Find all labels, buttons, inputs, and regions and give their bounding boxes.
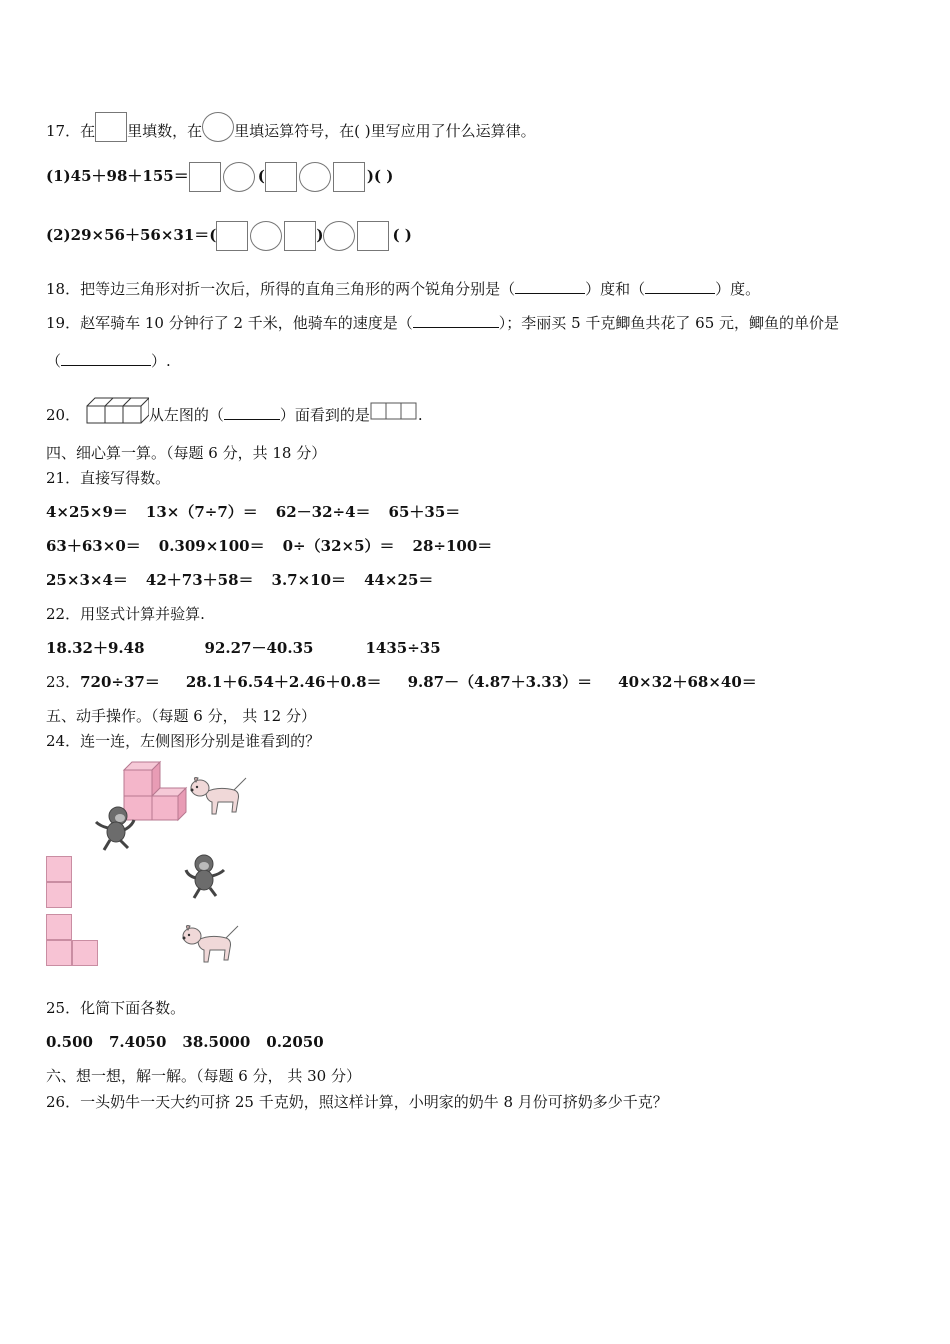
monkey-icon <box>92 804 138 852</box>
q21-row-3 <box>46 569 433 591</box>
q22-items <box>46 637 441 659</box>
q19-text-d: ）. <box>151 352 171 370</box>
dog-icon <box>180 920 240 966</box>
q19-text-c: （ <box>46 352 62 370</box>
q19-line1 <box>46 312 839 334</box>
q17-instruction <box>46 112 536 142</box>
answer-box[interactable] <box>333 162 365 192</box>
q18-text-b: ）度和（ <box>585 280 646 298</box>
q22-item: 1435÷35 <box>365 639 441 657</box>
q19-text-a: 19．赵军骑车 10 分钟行了 2 千米，他骑车的速度是（ <box>46 314 413 332</box>
q18-text-c: ）度。 <box>715 280 761 298</box>
q20-text-a: 从左图的（ <box>148 406 224 424</box>
operator-circle[interactable] <box>323 221 355 251</box>
q18 <box>46 278 760 300</box>
q23-item: 9.87－（4.87＋3.33）＝ <box>407 673 593 691</box>
q23-item: 28.1＋6.54＋2.46＋0.8＝ <box>185 673 382 691</box>
q21-row-2 <box>46 535 492 557</box>
q21-item: 28÷100＝ <box>412 537 493 555</box>
q21-item: 63＋63×0＝ <box>46 537 141 555</box>
q21-item: 0÷（32×5）＝ <box>282 537 395 555</box>
section-5-heading: 五、动手操作。（每题 6 分， 共 12 分） <box>46 707 316 725</box>
q23-item: 720÷37＝ <box>80 673 160 691</box>
three-squares-view-icon <box>370 402 418 420</box>
q17-prefix: 17．在 <box>46 122 96 140</box>
q22-item: 92.27－40.35 <box>204 639 314 657</box>
q20-text-c: . <box>417 406 423 424</box>
q17-part2-law-paren[interactable]: ( ) <box>392 226 412 244</box>
q21-item: 25×3×4＝ <box>46 571 128 589</box>
q22-item: 18.32＋9.48 <box>46 639 145 657</box>
q18-blank-1[interactable] <box>515 279 585 294</box>
q17-text-2: 里填运算符号，在( )里写应用了什么运算律。 <box>234 122 536 140</box>
answer-box[interactable] <box>284 221 316 251</box>
q17-part2-expression: (2)29×56＋56×31＝( <box>46 226 217 244</box>
section-6-heading: 六、想一想，解一解。（每题 6 分， 共 30 分） <box>46 1067 361 1085</box>
q21-item: 42＋73＋58＝ <box>145 571 254 589</box>
q21-item: 62－32÷4＝ <box>275 503 371 521</box>
section-4-heading: 四、细心算一算。（每题 6 分，共 18 分） <box>46 444 327 462</box>
q26: 26．一头奶牛一天大约可挤 25 千克奶，照这样计算，小明家的奶牛 8 月份可挤奶多少千克？ <box>46 1093 668 1111</box>
q20-text-b: ）面看到的是 <box>279 406 370 424</box>
q17-text-1: 里填数，在 <box>127 122 203 140</box>
l-shape-squares-view <box>46 914 98 966</box>
q21-item: 65＋35＝ <box>388 503 461 521</box>
dog-icon <box>188 772 248 818</box>
q25-item: 38.5000 <box>182 1033 251 1051</box>
q25-item: 7.4050 <box>108 1033 167 1051</box>
cube-row-figure-icon <box>85 396 149 426</box>
q17-part2 <box>46 221 412 251</box>
q19-line2 <box>46 350 171 372</box>
two-stacked-squares-view <box>46 856 72 908</box>
answer-box[interactable] <box>189 162 221 192</box>
q23-item: 40×32＋68×40＝ <box>618 673 757 691</box>
q17-part1: (1)45＋98＋155＝ ( )( ) <box>46 162 393 192</box>
q21-item: 13×（7÷7）＝ <box>145 503 258 521</box>
q17-part2-close-paren: ) <box>316 226 324 244</box>
q21-item: 0.309×100＝ <box>158 537 265 555</box>
q19-blank-2[interactable] <box>61 351 151 366</box>
q17-part1-expression: (1)45＋98＋155＝ <box>46 167 189 185</box>
answer-box[interactable] <box>357 221 389 251</box>
q23 <box>46 671 757 693</box>
operator-circle[interactable] <box>299 162 331 192</box>
q21-title: 21．直接写得数。 <box>46 469 171 487</box>
answer-box[interactable] <box>216 221 248 251</box>
operator-circle[interactable] <box>223 162 255 192</box>
q21-row-1 <box>46 501 460 523</box>
q24-title: 24．连一连，左侧图形分别是谁看到的？ <box>46 732 321 750</box>
q20-prefix: 20． <box>46 406 81 424</box>
q25-items <box>46 1031 324 1053</box>
q25-item: 0.500 <box>46 1033 93 1051</box>
q22-title: 22．用竖式计算并验算. <box>46 605 205 623</box>
q20 <box>46 396 423 426</box>
monkey-icon <box>182 852 228 900</box>
q21-item: 3.7×10＝ <box>271 571 347 589</box>
q21-item: 4×25×9＝ <box>46 503 128 521</box>
q21-item: 44×25＝ <box>364 571 434 589</box>
answer-box[interactable] <box>265 162 297 192</box>
q18-text-a: 18．把等边三角形对折一次后，所得的直角三角形的两个锐角分别是（ <box>46 280 516 298</box>
operator-circle[interactable] <box>250 221 282 251</box>
number-box-icon <box>95 112 127 142</box>
q25-title: 25．化简下面各数。 <box>46 999 186 1017</box>
q20-blank[interactable] <box>224 405 280 420</box>
q23-prefix: 23． <box>46 673 81 691</box>
q18-blank-2[interactable] <box>645 279 715 294</box>
q17-part1-law-paren[interactable]: )( ) <box>366 167 394 185</box>
operator-circle-icon <box>202 112 234 142</box>
q19-text-b: ）；李丽买 5 千克鲫鱼共花了 65 元，鲫鱼的单价是 <box>498 314 840 332</box>
q25-item: 0.2050 <box>266 1033 324 1051</box>
q19-blank-1[interactable] <box>413 313 499 328</box>
